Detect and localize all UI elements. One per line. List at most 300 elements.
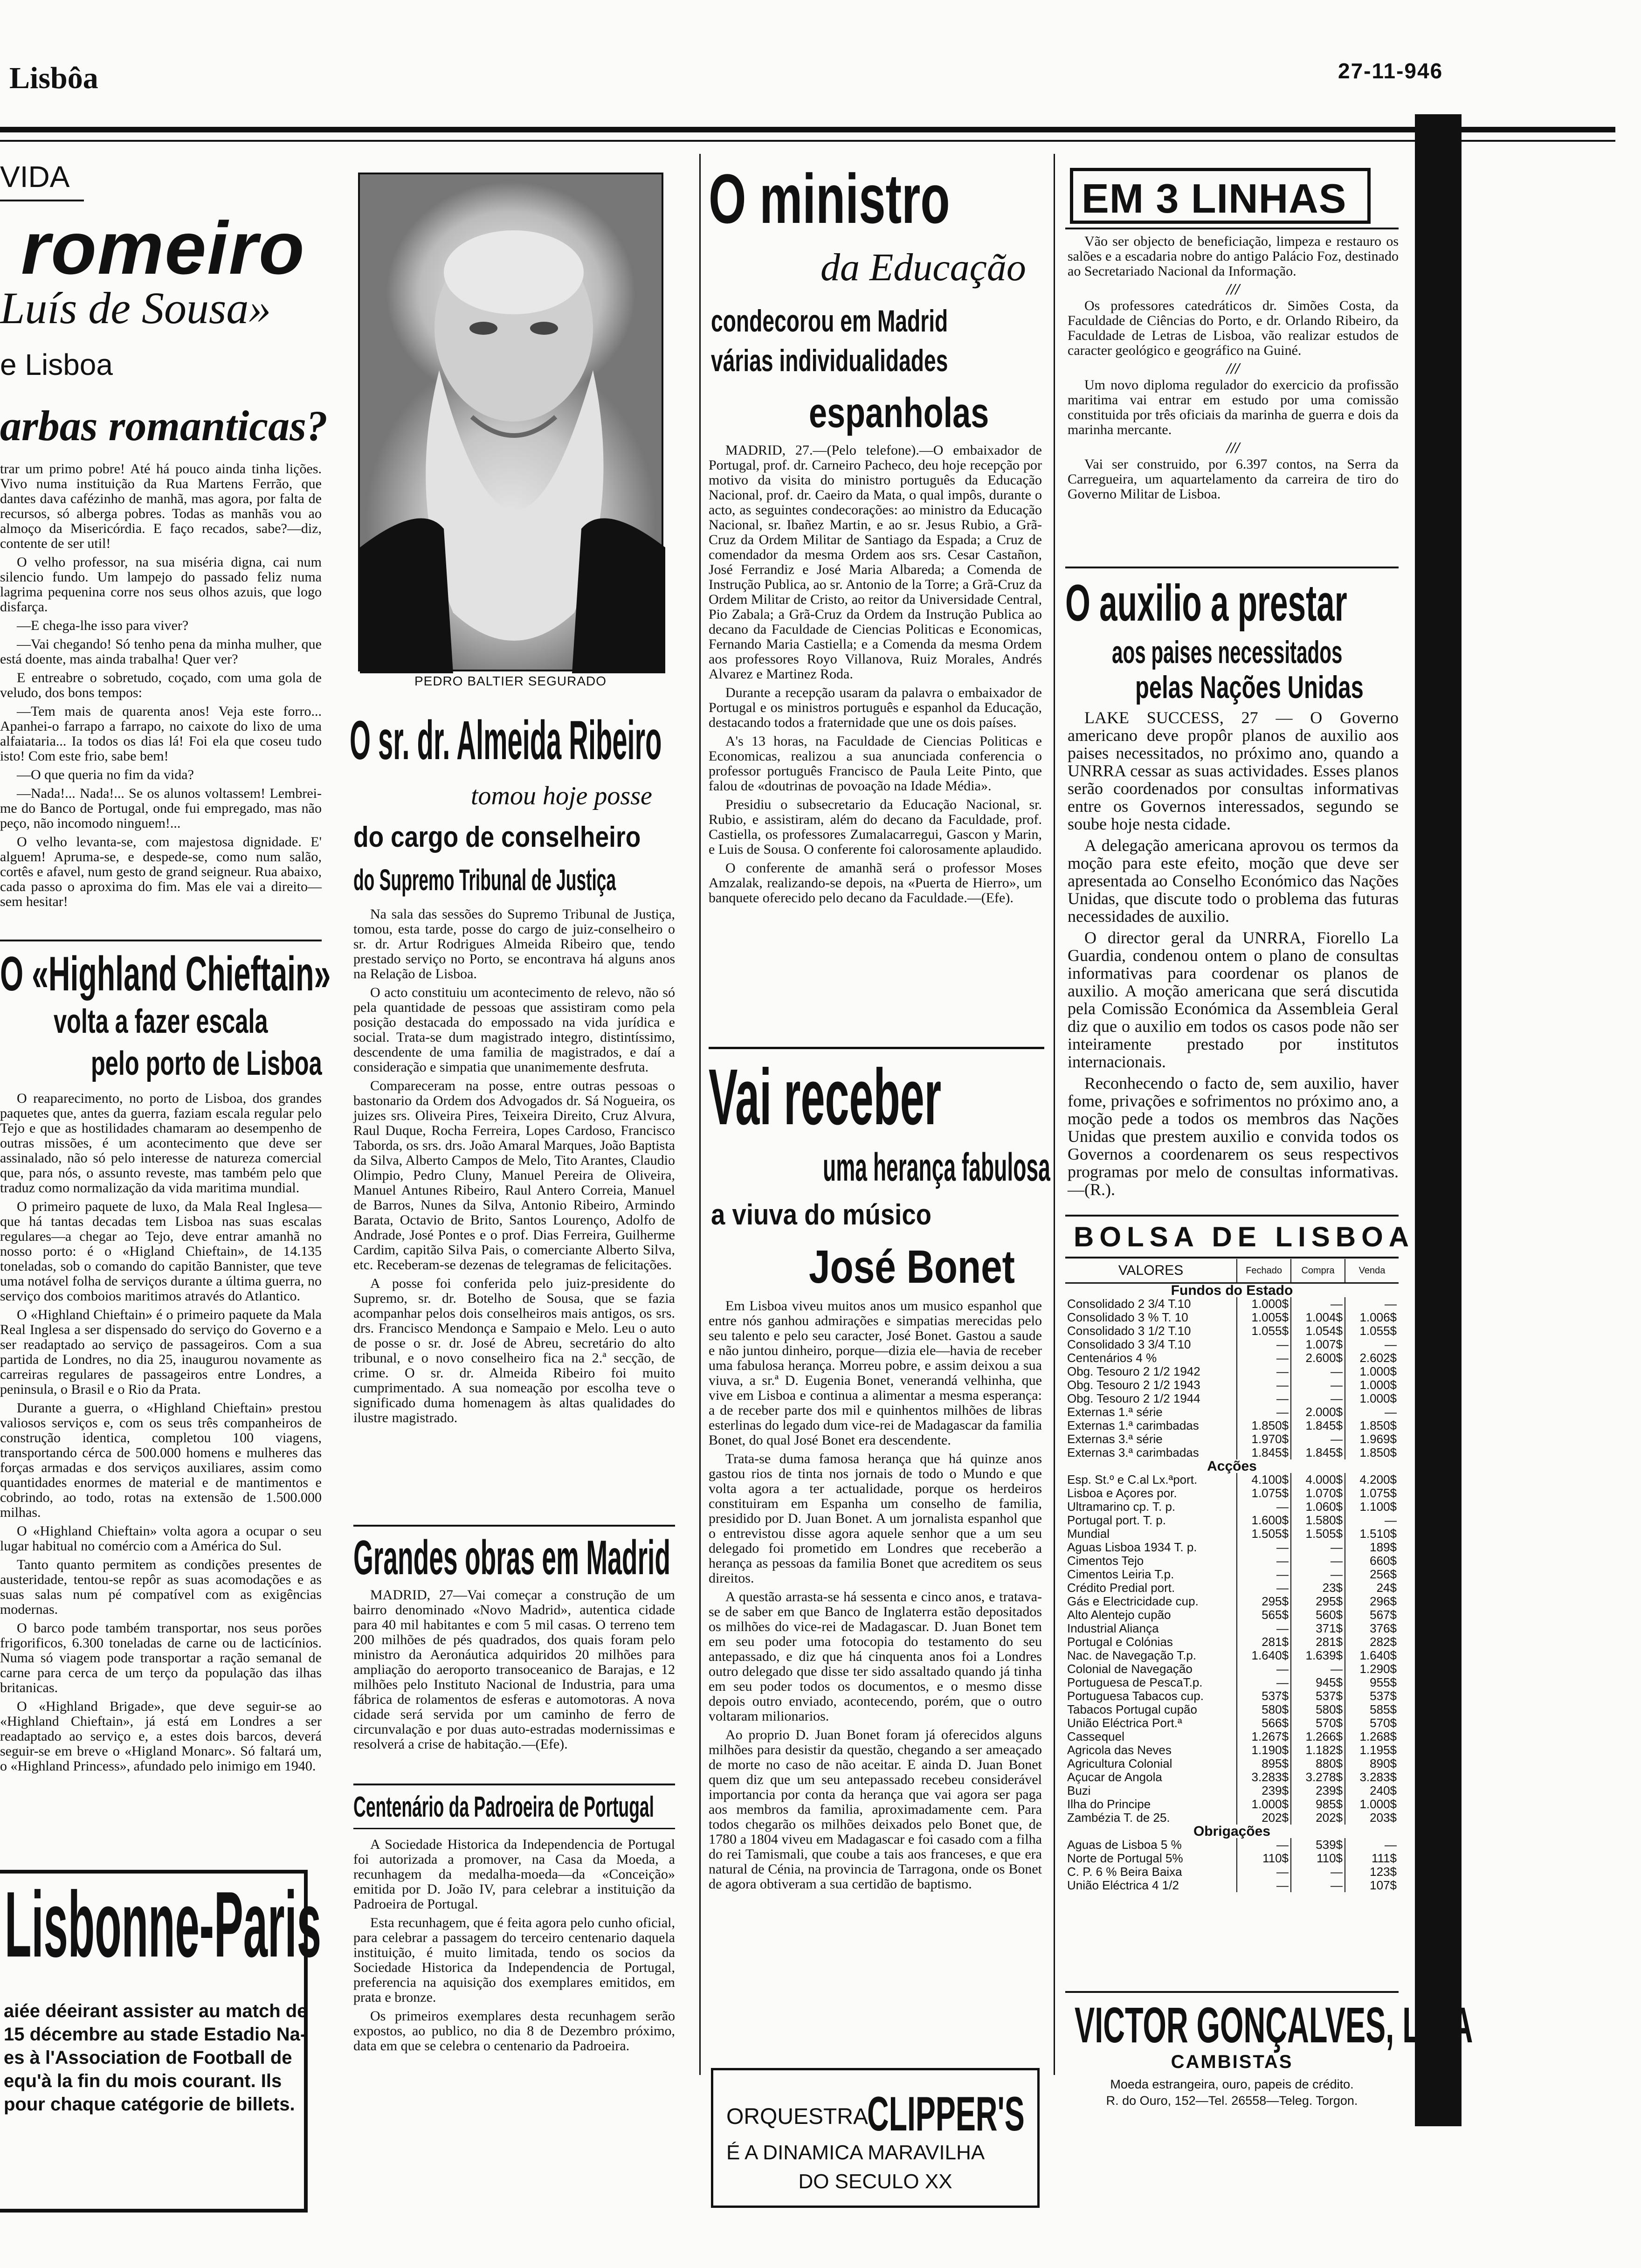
bolsa-security: Portugal port. T. p. [1067,1513,1166,1527]
bolsa-price: 24$ [1345,1581,1399,1595]
bolsa-price: — [1237,1662,1291,1676]
paragraph: O acto constituiu um acontecimento de relevo, não só pela quantidade de pessoas que assistiram como pela posição destacada do empossado na vida jurídica e social. Trata-se dum magistrado integro, distintíssimo, descendente de uma familia de magistrados, e daí a consideração e simpatia que unanimemente desfruta. [353,985,675,1075]
em3-items [1068,234,1399,505]
bolsa-price: — [1237,1351,1291,1365]
paragraph: O velho professor, na sua miséria digna, cai num silencio fundo. Um lampejo do passado feliz numa lagrima pequenina corre nos seus olhos azuis, que logo disfarça. [0,554,322,615]
bolsa-row [1065,1405,1399,1419]
bolsa-row [1065,1568,1399,1581]
bolsa-price: — [1291,1541,1345,1554]
ministro-subtitle: várias individualidades [711,343,948,378]
bolsa-security: Colonial de Navegação [1067,1662,1193,1676]
divider [0,940,322,941]
bolsa-price: 985$ [1291,1798,1345,1811]
bolsa-row [1065,1297,1399,1311]
paragraph: trar um primo pobre! Até há pouco ainda tinha lições. Vivo numa instituição da Rua Martens Ferrão, que dantes dava cafézinho de manhã, mas agora, por falta de recursos, só alberga pobres. Todas as manhãs vou ao almoço da Misericórdia. E faço recados, sabe?—diz, contente de ser util! [0,461,322,551]
bolsa-price: 281$ [1237,1635,1291,1649]
bolsa-security: Açucar de Angola [1067,1770,1162,1784]
bolsa-row [1065,1689,1399,1703]
bolsa-price: — [1237,1568,1291,1581]
bolsa-price: — [1291,1879,1345,1892]
bolsa-price: 202$ [1291,1811,1345,1825]
right-edge-bar [1415,114,1462,2126]
header-rule-thick [0,127,1615,132]
bolsa-security: Alto Alentejo cupão [1067,1608,1171,1622]
bolsa-row [1065,1784,1399,1798]
right-column [1065,149,1473,2247]
bolsa-price: 537$ [1237,1689,1291,1703]
bolsa-price: — [1291,1297,1345,1311]
bolsa-row [1065,1757,1399,1770]
ad-line: CLIPPER'S [867,2087,1025,2141]
divider [353,1828,675,1829]
paragraph: O «Highland Brigade», que deve seguir-se ao «Highland Chieftain», já está em Londres a ser readaptado ao serviço e, a estes dois barcos, deverá seguir-se em breve o «Higland Monarc». Só faltará um, o «Highland Princess», afundado pelo inimigo em 1940. [0,1699,322,1774]
bolsa-row [1065,1473,1399,1487]
bolsa-price: 110$ [1237,1852,1291,1865]
bolsa-row [1065,1500,1399,1514]
bolsa-section-title: Fundos do Estado [1171,1283,1293,1298]
bolsa-price: 1.000$ [1237,1798,1291,1811]
bolsa-header-row [1065,1259,1399,1283]
em3-box [1070,168,1371,224]
ministro-subtitle: da Educação [820,246,1026,289]
paragraph: LAKE SUCCESS, 27 — O Governo americano deve propôr planos de auxilio aos paises necessitados, no próximo ano, quando a UNRRA cessar as suas actividades. Esses planos serão coordenados por consultas informativas entre os Governos interessados, segundo se soube hoje nesta cidade. [1068,708,1399,833]
bolsa-price: 4.100$ [1237,1473,1291,1487]
bolsa-price: 890$ [1345,1757,1399,1770]
bolsa-price: 239$ [1237,1784,1291,1798]
bolsa-security: Tabacos Portugal cupão [1067,1702,1197,1716]
bolsa-price: — [1237,1338,1291,1351]
ribeiro-subtitle: do cargo de conselheiro [353,821,641,853]
bolsa-security: Consolidado 3 3/4 T.10 [1067,1337,1191,1351]
auxilio-subtitle: aos paises necessitados [1112,635,1343,670]
bolsa-price: 240$ [1345,1784,1399,1798]
bolsa-price: 1.266$ [1291,1730,1345,1743]
paragraph: —Vai chegando! Só tenho pena da minha mulher, que está doente, mas ainda trabalha! Quer ver? [0,636,322,667]
bolsa-security: Ultramarino cp. T. p. [1067,1500,1176,1514]
bonet-subtitle: José Bonet [809,1241,1015,1293]
bolsa-price: 2.000$ [1291,1405,1345,1419]
bolsa-row [1065,1743,1399,1757]
ad-line: ORQUESTRA [726,2104,869,2129]
bolsa-price: — [1237,1541,1291,1554]
bolsa-price: 660$ [1345,1554,1399,1568]
bolsa-price: 1.969$ [1345,1432,1399,1446]
header-rule-thin [0,140,1615,142]
bolsa-price: 111$ [1345,1852,1399,1865]
bolsa-security: Externas 1.ª carimbadas [1067,1418,1199,1432]
bolsa-row [1065,1351,1399,1365]
bolsa-price: 1.005$ [1237,1311,1291,1324]
bolsa-row [1065,1595,1399,1608]
bolsa-row [1065,1838,1399,1852]
bolsa-price: 1.600$ [1237,1514,1291,1527]
column-rule [1054,154,1055,2075]
bolsa-security: Portugal e Colónias [1067,1635,1173,1649]
paragraph: A delegação americana aprovou os termos da moção para este efeito, moção que deve ser apresentada ao Conselho Económico das Nações Unidas, que discute todo o problema das futuras necessidades de auxilio. [1068,836,1399,926]
ad-line: pour chaque catégorie de billets. [4,2094,295,2115]
divider [709,1047,1044,1049]
bolsa-price: — [1237,1676,1291,1689]
bolsa-price: 1.000$ [1345,1798,1399,1811]
em3-item: Vai ser construido, por 6.397 contos, na Serra da Carregueira, um aquartelamento da carreira de tiro do Governo Militar de Lisboa. [1068,456,1399,502]
bolsa-security: Centenários 4 % [1067,1351,1157,1365]
bolsa-row [1065,1703,1399,1716]
bolsa-row [1065,1392,1399,1405]
section-name: Lisbôa [9,61,98,95]
victor-title: VICTOR GONÇALVES, L.DA [1075,1997,1473,2053]
bolsa-price: 560$ [1291,1608,1345,1622]
bolsa-price: 2.600$ [1291,1351,1345,1365]
bolsa-price: 3.283$ [1345,1770,1399,1784]
paragraph: O reaparecimento, no porto de Lisboa, dos grandes paquetes que, antes da guerra, faziam escala regular pelo Tejo e que as hostilidades chamaram ao desempenho de outras missões, é um acontecimento que deve ser assinalado, não só pelo interesse de natureza comercial que, para nós, o assunto reveste, mas também pelo que traduz como normalização da vida maritima mundial. [0,1091,322,1196]
paragraph: A posse foi conferida pelo juiz-presidente do Supremo, sr. dr. Botelho de Sousa, que se fazia acompanhar pelos dois conselheiros mais antigos, os srs. drs. Francisco Mendonça e Sampaio e Melo. Leu o auto de posse o sr. dr. José de Abreu, secretário do alto tribunal, e o novo conselheiro fica na 2.ª secção, de crime. O sr. dr. Almeida Ribeiro foi muito cumprimentado. A sua nomeação por escolha teve o significado duma homenagem às altas qualidades do ilustre magistrado. [353,1276,675,1425]
bolsa-row [1065,1338,1399,1351]
bolsa-price: — [1345,1838,1399,1852]
paragraph: Em Lisboa viveu muitos anos um musico espanhol que entre nós ganhou admirações e simpatias merecidas pelo seu talento e pelo seu caracter, José Bonet. Gastou a saude e não juntou dinheiro, porque—dizia ele—havia de receber uma fabulosa herança. Morreu pobre, e assim deixou a sua viuva, a sr.ª D. Eugenia Bonet, venerandá velhinha, que vive em Lisboa e continua a alimentar a mesma esperança: a de receber parte dos mil e quinhentos milhões de libras esterlinas do legado dum vice-rei de Madagascar da familia Bonet, do qual José Bonet era descendente. [709,1298,1042,1448]
paragraph: Os primeiros exemplares desta recunhagem serão expostos, ao publico, no dia 8 de Dezembro próximo, data em que se celebra o centenario da Padroeira. [353,2008,675,2054]
portrait-photo [358,173,663,671]
bolsa-row [1065,1622,1399,1635]
bolsa-security: Nac. de Navegação T.p. [1067,1648,1197,1662]
bolsa-security: Ilha do Principe [1067,1797,1151,1811]
bolsa-price: 3.278$ [1291,1770,1345,1784]
article-location: e Lisboa [0,348,113,381]
bolsa-price: — [1291,1365,1345,1378]
bolsa-price: — [1237,1865,1291,1879]
bolsa-security: Externas 3.ª série [1067,1432,1163,1446]
divider [1065,1257,1399,1258]
bolsa-section-row [1065,1459,1399,1473]
bolsa-price: 1.290$ [1345,1662,1399,1676]
bolsa-price: 566$ [1237,1716,1291,1730]
bolsa-price: 1.639$ [1291,1649,1345,1662]
bolsa-price: 1.640$ [1237,1649,1291,1662]
bolsa-row [1065,1378,1399,1392]
ad-line: es à l'Association de Football de [4,2047,292,2068]
bolsa-price: 580$ [1291,1703,1345,1716]
bolsa-price: 1.055$ [1345,1324,1399,1338]
bolsa-price: — [1237,1392,1291,1405]
bolsa-security: Norte de Portugal 5% [1067,1851,1183,1865]
bolsa-section-row [1065,1825,1399,1838]
paragraph: A Sociedade Historica da Independencia de Portugal foi autorizada a promover, na Casa da Moeda, a recunhagem da medalha-moeda—da «Conceição» emitida por D. João IV, para celebrar a instituição da Padroeira de Portugal. [353,1837,675,1912]
bolsa-title: BOLSA DE LISBOA [1074,1221,1415,1252]
bolsa-security: União Eléctrica 4 1/2 [1067,1878,1179,1892]
paragraph: Durante a guerra, o «Highland Chieftain» prestou valiosos serviços e, com os seus três companheiros de construção identica, completou 100 viagens, transportando cérca de 500.000 homens e mulheres das forças armadas e dos serviços auxiliares, assim como quantidades enormes de material e de mantimentos e cobrindo, ao todo, rotas na extensão de 1.500.000 milhas. [0,1400,322,1520]
bolsa-price: — [1291,1378,1345,1392]
bolsa-price: — [1237,1554,1291,1568]
bolsa-row [1065,1649,1399,1662]
bolsa-price: — [1237,1500,1291,1514]
bolsa-price: 1.060$ [1291,1500,1345,1514]
divider [353,1784,675,1785]
paragraph: —O que queria no fim da vida? [17,767,194,782]
bolsa-security: Obg. Tesouro 2 1/2 1942 [1067,1364,1200,1378]
bolsa-row [1065,1541,1399,1554]
paragraph: Durante a recepção usaram da palavra o embaixador de Portugal e os ministros português e espanhol da Educação, destacando todos a fraternidade que une os dois países. [709,685,1042,730]
ministro-subtitle: espanholas [809,390,989,436]
bolsa-price: 570$ [1345,1716,1399,1730]
separator: /// [1226,360,1240,377]
paragraph: —Nada!... Nada!... Se os alunos voltassem! Lembrei-me do Banco de Portugal, onde fui empregado, mas não peço, não incomodo ninguem!... [0,786,322,831]
bolsa-security: Buzi [1067,1784,1091,1798]
paragraph: Esta recunhagem, que é feita agora pelo cunho oficial, para celebrar a passagem do terceiro centenario daquela instituição, é muito limitada, tendo os socios da Sociedade Historica da Independencia de Portugal, preferencia na aquisição dos exemplares emitidos, em prata e bronze. [353,1915,675,2005]
bolsa-row [1065,1311,1399,1324]
highland-subtitle: pelo porto de Lisboa [91,1045,322,1082]
bolsa-price: 281$ [1291,1635,1345,1649]
bolsa-price: 1.505$ [1237,1527,1291,1541]
bolsa-security: Zambézia T. de 25. [1067,1811,1170,1825]
ministro-body [709,443,1042,1044]
bonet-subtitle: uma herança fabulosa [823,1145,1050,1189]
padroeira-title: Centenário da Padroeira de Portugal [353,1791,654,1823]
clippers-ad [711,2068,1040,2208]
bolsa-security: Cimentos Tejo [1067,1554,1144,1568]
bolsa-price: 1.075$ [1345,1487,1399,1500]
ad-text [4,1999,307,2116]
paragraph: O director geral da UNRRA, Fiorello La Guardia, condenou ontem o plano de consultas informativas para coordenar os planos de auxilio. A moção americana que será discutida pela Comissão Económica da Assembleia Geral diz que o auxilio em todos os casos pode não ser inteiramente prestado por institutos internacionais. [1068,928,1399,1071]
bolsa-row [1065,1608,1399,1622]
bolsa-row [1065,1811,1399,1825]
col-header: Compra [1291,1259,1345,1283]
obras-title: Grandes obras em Madrid [353,1531,671,1585]
bolsa-row [1065,1527,1399,1541]
obras-body [353,1588,675,1779]
paragraph: O primeiro paquete de luxo, da Mala Real Inglesa—que há tantas decadas tem Lisboa nas suas escalas regulares—a chegar ao Tejo, deve entrar amanhã no nosso porto: é o «Higland Chieftain», de 14.135 toneladas, sob o comando do capitão Bannister, que teve uma notável folha de serviços durante a última guerra, no serviço dos comboios maritimos através do Atlantico. [0,1199,322,1304]
bolsa-row [1065,1554,1399,1568]
bolsa-security: Esp. St.º e C.al Lx.ªport. [1067,1473,1198,1487]
issue-date: 27-11-946 [1338,59,1443,83]
bolsa-price: 1.640$ [1345,1649,1399,1662]
paragraph: Reconhecendo o facto de, sem auxilio, haver fome, privações e sofrimentos no próximo ano, a moção pede a todos os membros das Nações Unidas que prestem auxilio e convida todos os Governos a coordenarem os seus respectivos programas por melo de consultas informativas.—(R.). [1068,1074,1399,1199]
ministro-title: O ministro [709,159,950,238]
paragraph: O barco pode também transportar, nos seus porões frigorificos, 6.300 toneladas de carne ou de lacticínios. Numa só viagem pode transportar a ração semanal de carne para cerca de um terço da população das ilhas britanicas. [0,1620,322,1695]
bolsa-security: Obg. Tesouro 2 1/2 1943 [1067,1378,1200,1392]
bolsa-price: 295$ [1291,1595,1345,1608]
bolsa-security: Consolidado 3 1/2 T.10 [1067,1324,1191,1338]
paragraph: MADRID, 27.—(Pelo telefone).—O embaixador de Portugal, prof. dr. Carneiro Pacheco, deu hoje recepção por motivo da visita do ministro português da Educação Nacional, prof. dr. Caeiro da Mata, o qual impôs, durante o acto, as seguintes condecorações: ao ministro da Educação Nacional, sr. Ibañez Martin, e ao sr. Jesus Rubio, a Grã-Cruz da Ordem Militar de Santiago da Espada; a Cruz de comendador da mesma Ordem aos srs. Cesar Castañon, José Ferrandiz e José Maria Albareda; a Comenda de Instrução Publica, ao sr. Antonio de la Torre; a Grã-Cruz da Ordem Militar de Cristo, ao reitor da Universidade Central, Pio Zabala; a Grã-Cruz da Ordem da Instrução Publica ao decano da Faculdade de Ciencias Politicas e Economicas, Fernando Maria Castiella; e a Comenda da mesma Ordem aos professores Royo Villanova, Ruiz Morales, Andrés Alvarez e Martinez Roda. [709,443,1042,682]
portrait-figure [360,174,665,673]
bolsa-price: 110$ [1291,1852,1345,1865]
bolsa-price: 3.283$ [1237,1770,1291,1784]
bolsa-price: — [1291,1392,1345,1405]
bolsa-price: 1.268$ [1345,1730,1399,1743]
bolsa-price: 4.000$ [1291,1473,1345,1487]
bolsa-price: 189$ [1345,1541,1399,1554]
padroeira-body [353,1837,675,2206]
bolsa-security: Obg. Tesouro 2 1/2 1944 [1067,1391,1200,1405]
bolsa-price: 895$ [1237,1757,1291,1770]
separator: /// [1226,281,1240,298]
bolsa-security: União Eléctrica Port.ª [1067,1716,1182,1730]
bolsa-price: 1.845$ [1237,1446,1291,1459]
bolsa-row [1065,1432,1399,1446]
paragraph: —Tem mais de quarenta anos! Veja este forro... Apanhei-o farrapo a farrapo, no caixote do lixo de uma alfaiataria... Ia todos os dias lá! Foi ela que coseu tudo isto! Com este frio, sabe bem! [0,704,322,764]
bolsa-security: C. P. 6 % Beira Baixa [1067,1865,1182,1879]
bolsa-row [1065,1879,1399,1892]
bolsa-price: 1.510$ [1345,1527,1399,1541]
bolsa-price: 107$ [1345,1879,1399,1892]
bolsa-section-title: Acções [1207,1459,1257,1474]
bolsa-security: Aguas de Lisboa 5 % [1067,1838,1182,1852]
bolsa-price: — [1291,1662,1345,1676]
kicker: VIDA [0,160,70,194]
em3-item: Os professores catedráticos dr. Simões Costa, da Faculdade de Ciências do Porto, e dr. Orlando Ribeiro, da Faculdade de Letras de Lisboa, vão realizar estudos de caracter geológico e geográfico na Guiné. [1068,298,1399,358]
bolsa-price: 1.845$ [1291,1419,1345,1432]
bolsa-price: 1.000$ [1345,1365,1399,1378]
ribeiro-subtitle: tomou hoje posse [471,781,652,810]
bolsa-price: 945$ [1291,1676,1345,1689]
paragraph: MADRID, 27—Vai começar a construção de um bairro denominado «Novo Madrid», autentica cidade para 40 mil habitantes e com 5 mil casas. O terreno tem 200 milhões de pés quadrados, dos quais foram pelo ministro da Aeronáutica adquiridos 20 milhões para ampliação do aeroporto transoceanico de Barajas, e 12 milhões pelo Instituto Nacional de Industria, para uma fábrica de rolamentos de esferas e automotoras. A nova cidade será servida por um caminho de ferro de circunvalação e por duas auto-estradas modernissimas e resolverá a crise de habitação.—(Efe). [353,1587,675,1752]
divider [353,1525,675,1527]
bolsa-price: — [1345,1338,1399,1351]
em3-item: Um novo diploma regulador do exercicio da profissão maritima vai entrar em estudo por uma comissão constituida por três oficiais da marinha de guerra e dois da marinha mercante. [1068,377,1399,437]
bolsa-price: 1.190$ [1237,1743,1291,1757]
bolsa-price: 1.100$ [1345,1500,1399,1514]
bolsa-price: 1.195$ [1345,1743,1399,1757]
bolsa-section-row [1065,1283,1399,1298]
bolsa-price: — [1291,1568,1345,1581]
divider [1065,1991,1399,1993]
bolsa-price: — [1237,1838,1291,1852]
col-header: VALORES [1118,1263,1184,1278]
col-header: Venda [1345,1259,1399,1283]
paragraph: Trata-se duma famosa herança que há quinze anos gastou rios de tinta nos jornais de todo o Mundo e que volta agora a ter actualidade, porque os herdeiros constituiram em Espanha um conselho de familia, presidido por D. Juan Bonet. A um jornalista espanhol que o entrevistou disse agora aquele senhor que a um seu delegado foi prometido em Londres que receberão a herança as pessoas da familia Bonet que acreditem os seus direitos. [709,1451,1042,1586]
bolsa-row [1065,1635,1399,1649]
bolsa-price: 1.054$ [1291,1324,1345,1338]
bolsa-row [1065,1365,1399,1378]
bolsa-security: Cimentos Leiria T.p. [1067,1567,1174,1581]
bolsa-security: Consolidado 2 3/4 T.10 [1067,1297,1191,1311]
column-rule [699,154,701,2075]
highland-title: O «Highland Chieftain» [0,947,331,1001]
bolsa-security: Consolidado 3 % T. 10 [1067,1310,1188,1324]
col-header: Fechado [1237,1259,1291,1283]
bolsa-security: Agricultura Colonial [1067,1756,1172,1770]
article-question: arbas romanticas? [0,402,328,449]
highland-subtitle: volta a fazer escala [54,1003,268,1040]
bolsa-price: 296$ [1345,1595,1399,1608]
bolsa-price: 880$ [1291,1757,1345,1770]
em3-title: EM 3 LINHAS [1082,175,1347,221]
bolsa-row [1065,1581,1399,1595]
auxilio-title: O auxilio a prestar [1065,574,1347,632]
bolsa-security: Portuguesa Tabacos cup. [1067,1689,1204,1703]
bolsa-price: 570$ [1291,1716,1345,1730]
bolsa-price: 585$ [1345,1703,1399,1716]
ad-line: É A DINAMICA MARAVILHA [726,2141,985,2164]
paragraph: Na sala das sessões do Supremo Tribunal de Justiça, tomou, esta tarde, posse do cargo de juiz-conselheiro o sr. dr. Artur Rodrigues Almeida Ribeiro que, tendo prestado serviço no Porto, se encontrava há alguns anos na Relação de Lisboa. [353,906,675,982]
bonet-body [709,1299,1042,2063]
bolsa-row [1065,1662,1399,1676]
bolsa-price: 539$ [1291,1838,1345,1852]
bolsa-price: 2.602$ [1345,1351,1399,1365]
bolsa-security: Gás e Electricidade cup. [1067,1594,1199,1608]
article-title: romeiro [21,206,305,290]
bolsa-price: 1.004$ [1291,1311,1345,1324]
bolsa-price: 4.200$ [1345,1473,1399,1487]
bolsa-price: — [1237,1581,1291,1595]
bolsa-security: Industrial Aliança [1067,1621,1159,1635]
paragraph: O «Highland Chieftain» volta agora a ocupar o seu lugar habitual no comércio com a América do Sul. [0,1523,322,1554]
bolsa-price: — [1291,1554,1345,1568]
ad-line: 15 décembre au stade Estadio Na- [4,2024,307,2045]
article-body [0,462,322,913]
bolsa-price: — [1345,1297,1399,1311]
bolsa-price: 1.006$ [1345,1311,1399,1324]
bolsa-price: 1.267$ [1237,1730,1291,1743]
separator: /// [1226,439,1240,456]
bolsa-price: 1.000$ [1345,1392,1399,1405]
divider [1065,228,1399,229]
third-column [709,149,1050,2247]
bolsa-row [1065,1514,1399,1527]
bolsa-price: 256$ [1345,1568,1399,1581]
bolsa-price: 580$ [1237,1703,1291,1716]
bolsa-price: 1.182$ [1291,1743,1345,1757]
bolsa-price: — [1345,1514,1399,1527]
left-column [0,149,331,2247]
bolsa-price: 955$ [1345,1676,1399,1689]
bolsa-security: Portuguesa de PescaT.p. [1067,1675,1203,1689]
bolsa-price: 565$ [1237,1608,1291,1622]
bolsa-row [1065,1487,1399,1500]
ribeiro-title: O sr. dr. Almeida Ribeiro [350,710,662,771]
photo-caption: PEDRO BALTIER SEGURADO [414,674,607,688]
bolsa-grid [1065,1259,1399,1892]
paragraph: Ao proprio D. Juan Bonet foram já oferecidos alguns milhões para desistir da questão, chegando a ser ameaçado de morte no caso de não aceitar. E ainda D. Juan Bonet quem diz que um seu antepassado recebeu considerável importancia por conta da herança que vai agora ser paga aos membros da familia, aproximadamente cem. Para todos chegarão os milhões deixados pelo Bonet que, de 1780 a 1804 viveu em Madagascar e foi casado com a filha do rei Tamismali, que coube a tais aos franceses, e que era natural de Cénia, na provincia de Tarragona, onde os Bonet de agora obtiveram a sua certidão de baptismo. [709,1727,1042,1892]
bolsa-security: Agricola das Neves [1067,1743,1172,1757]
paragraph: Tanto quanto permitem as condições presentes de austeridade, tentou-se repôr as suas acomodações e as suas salas num pé compatível com as exigências modernas. [0,1557,322,1617]
bolsa-price: 202$ [1237,1811,1291,1825]
bolsa-row [1065,1770,1399,1784]
bolsa-security: Externas 3.ª carimbadas [1067,1445,1199,1459]
bolsa-price: — [1291,1432,1345,1446]
bolsa-row [1065,1865,1399,1879]
bolsa-row [1065,1798,1399,1811]
bolsa-row [1065,1446,1399,1459]
bolsa-security: Aguas Lisboa 1934 T. p. [1067,1540,1197,1554]
bolsa-security: Crédito Predial port. [1067,1581,1175,1595]
ad-line: equ'à la fin du mois courant. Ils [4,2071,282,2091]
bolsa-price: 371$ [1291,1622,1345,1635]
bolsa-price: 239$ [1291,1784,1345,1798]
bolsa-price: — [1237,1378,1291,1392]
em3-item: Vão ser objecto de beneficiação, limpeza e restauro os salões e a escadaria nobre do antigo Palácio Foz, destinado ao Secretariado Nacional da Informação. [1068,234,1399,279]
bolsa-price: 1.580$ [1291,1514,1345,1527]
bolsa-price: 1.505$ [1291,1527,1345,1541]
paragraph: E entreabre o sobretudo, coçado, com uma gola de veludo, dos bons tempos: [0,670,322,700]
paragraph: —E chega-lhe isso para viver? [17,618,189,633]
paragraph: O velho levanta-se, com majestosa dignidade. E' alguem! Apruma-se, e despede-se, como num salão, cortês e afavel, num gesto de grand seigneur. Rua abaixo, cada passo o aproxima do fim. Mas ele vai a direito—sem hesitar! [0,834,322,909]
bolsa-price: 537$ [1291,1689,1345,1703]
bolsa-security: Lisboa e Açores por. [1067,1486,1177,1500]
bolsa-price: 376$ [1345,1622,1399,1635]
bolsa-price: — [1345,1405,1399,1419]
paragraph: A questão arrasta-se há sessenta e cinco anos, e tratava-se de saber em que Banco de Inglaterra estão depositados os milhões do vice-rei de Madagascar. D. Juan Bonet tem em seu poder uma fotocopia do testamento do seu antepassado, e diz que há cinquenta anos foi a Londres outro delegado que disse ter sido assaltado quando já tinha em seu poder todos os documentos, e o mesmo disse depois outro enviado, acontecendo, porém, que o outro voltaram milionarios. [709,1589,1042,1724]
bolsa-row [1065,1716,1399,1730]
bolsa-price: 1.070$ [1291,1487,1345,1500]
bolsa-price: 1.850$ [1345,1446,1399,1459]
bolsa-price: 295$ [1237,1595,1291,1608]
bolsa-price: 1.850$ [1345,1419,1399,1432]
ad-title: Lisbonne-Paris [5,1873,322,1977]
bolsa-section-title: Obrigações [1193,1824,1271,1839]
ministro-subtitle: condecorou em Madrid [711,304,948,338]
bolsa-price: 1.970$ [1237,1432,1291,1446]
bolsa-row [1065,1730,1399,1743]
bolsa-price: — [1237,1879,1291,1892]
